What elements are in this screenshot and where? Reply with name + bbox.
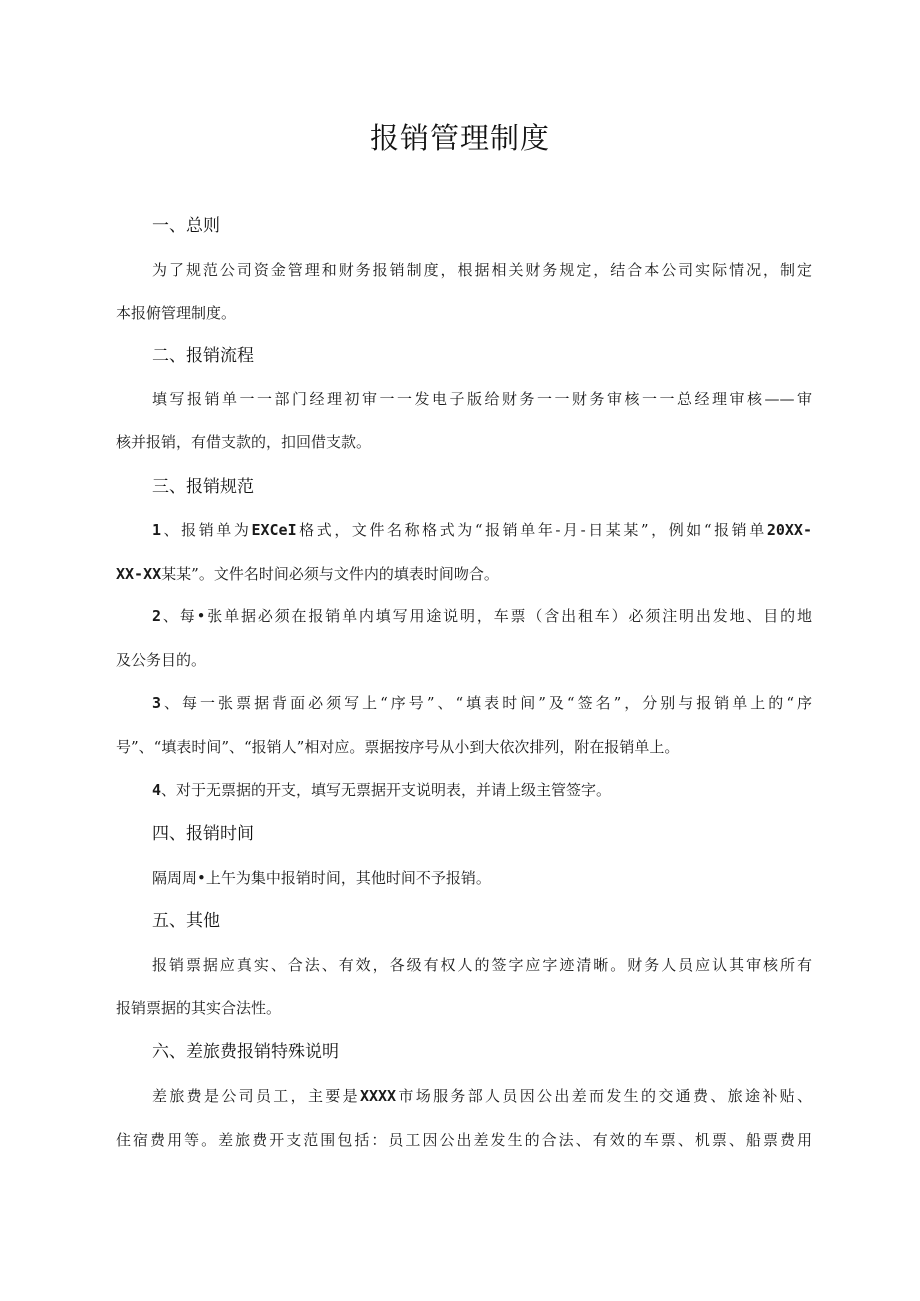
section-heading-other: 五、其他 — [152, 911, 220, 931]
item-text: 、每•张单据必须在报销单内填写用途说明，车票（含出租车）必须注明出发地、目的地 — [161, 607, 812, 625]
code-text: 20XX- — [766, 521, 812, 539]
paragraph-line: 为了规范公司资金管理和财务报销制度，根据相关财务规定，结合本公司实际情况，制定 — [152, 261, 812, 279]
rule-item-1-continued — [116, 563, 499, 585]
item-number: 2 — [152, 607, 162, 625]
section-heading-rules: 三、报销规范 — [152, 477, 254, 497]
paragraph-line: 报销票据的其实合法性。 — [116, 999, 282, 1017]
section-heading-general: 一、总则 — [152, 216, 220, 236]
paragraph-line — [152, 1085, 812, 1107]
paragraph-line: 填写报销单一一部门经理初审一一发电子版给财务一一财务审核一一总经理审核——审 — [152, 390, 812, 408]
item-text: 、每一张票据背面必须写上“序号”、“填表时间”及“签名”，分别与报销单上的“序 — [161, 694, 812, 712]
section-heading-travel: 六、差旅费报销特殊说明 — [152, 1042, 339, 1062]
rule-item-4 — [152, 779, 611, 801]
paragraph-line: 住宿费用等。差旅费开支范围包括：员工因公出差发生的合法、有效的车票、机票、船票费用 — [116, 1131, 812, 1149]
item-text: 、对于无票据的开支，填写无票据开支说明表，并请上级主管签字。 — [161, 781, 612, 799]
paragraph-line: 隔周周•上午为集中报销时间，其他时间不予报销。 — [152, 869, 491, 887]
rule-item-3-continued: 号”、“填表时间”、“报销人”相对应。票据按序号从小到大依次排列，附在报销单上。 — [116, 738, 680, 756]
code-text: XXXX — [359, 1087, 397, 1105]
code-text: XX-XX — [116, 565, 162, 583]
paragraph-line: 本报俯管理制度。 — [116, 304, 237, 322]
item-text: 差旅费是公司员工，主要是 — [152, 1087, 360, 1105]
rule-item-3 — [152, 692, 812, 714]
document-title: 报销管理制度 — [369, 121, 550, 155]
rule-item-2 — [152, 605, 812, 627]
code-text: EXCeI — [251, 521, 297, 539]
rule-item-1 — [152, 519, 812, 541]
item-number: 1 — [152, 521, 162, 539]
item-text: 某某”。文件名时间必须与文件内的填表时间吻合。 — [161, 565, 499, 583]
section-heading-process: 二、报销流程 — [152, 346, 254, 366]
item-text: 格式，文件名称格式为“报销单年-月-日某某”，例如“报销单 — [296, 521, 767, 539]
item-number: 3 — [152, 694, 162, 712]
item-text: 市场服务部人员因公出差而发生的交通费、旅途补贴、 — [396, 1087, 812, 1105]
paragraph-line: 报销票据应真实、合法、有效，各级有权人的签字应字迹清晰。财务人员应认其审核所有 — [152, 956, 812, 974]
item-text: 、报销单为 — [161, 521, 252, 539]
rule-item-2-continued: 及公务目的。 — [116, 651, 207, 669]
item-number: 4 — [152, 781, 162, 799]
paragraph-line: 核并报销，有借支款的，扣回借支款。 — [116, 433, 372, 451]
section-heading-time: 四、报销时间 — [152, 824, 254, 844]
